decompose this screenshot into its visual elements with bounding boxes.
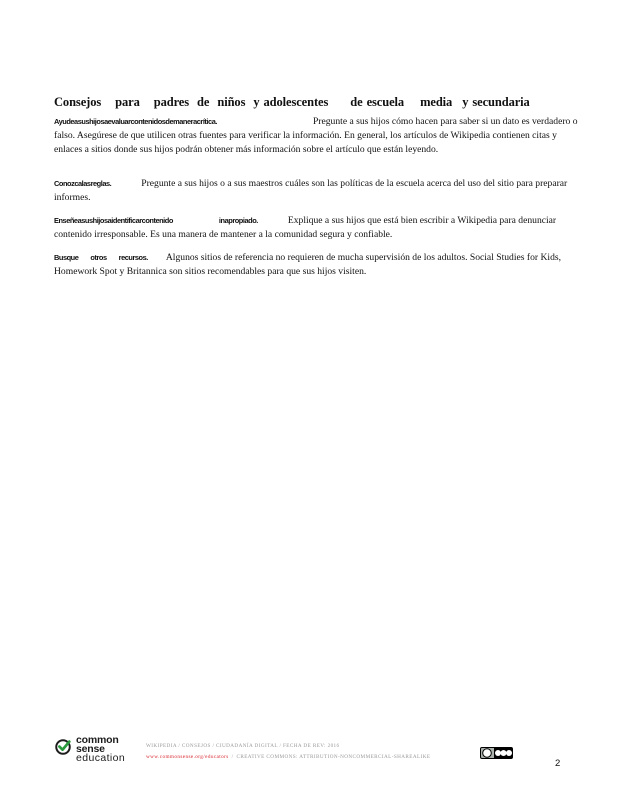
common-sense-logo xyxy=(54,736,128,766)
checkmark-circle-icon xyxy=(54,738,72,756)
tip-paragraph xyxy=(54,115,579,158)
tip-lead-continued: recursos. xyxy=(118,253,148,262)
title-word: y xyxy=(253,95,260,109)
tip-paragraph xyxy=(54,177,579,205)
title-word: escuela xyxy=(366,95,405,109)
tip-lead: Enseñeasushijosaidentificarcontenido xyxy=(54,216,173,225)
title-word: para xyxy=(115,95,140,109)
footer-link[interactable]: www.commonsense.org/educators xyxy=(146,754,229,760)
title-word: padres xyxy=(153,95,190,109)
tip-lead: Ayudeasushijosaevaluarcontenidosdemaneracrítica. xyxy=(54,117,217,126)
footer-meta xyxy=(146,741,430,763)
title-word: media xyxy=(420,95,453,109)
creative-commons-badge-icon xyxy=(480,747,513,759)
title-word: adolescentes xyxy=(263,95,329,109)
tip-text: Explique a sus hijos que está bien escribir a Wikipedia para denunciar contenido irresponsable. Es una manera de mantener a la comunidad segura y confiable. xyxy=(54,215,557,241)
logo-word-sense: sense xyxy=(76,742,105,755)
page-title xyxy=(54,95,574,110)
title-word: niños xyxy=(217,95,246,109)
title-word: de xyxy=(197,95,210,109)
tip-paragraph xyxy=(54,251,579,279)
title-word: Consejos xyxy=(54,95,102,109)
logo-word-common: common xyxy=(76,734,119,746)
tip-text: Algunos sitios de referencia no requieren de mucha supervisión de los adultos. Social Studies for Kids, Homework Spot y Britannica son sitios recomendables para que sus hijos visiten. xyxy=(54,252,561,278)
title-word: de xyxy=(350,95,363,109)
tip-lead: Conozcalasreglas. xyxy=(54,179,112,188)
page-number: 2 xyxy=(555,758,561,769)
logo-word-education: education xyxy=(76,752,126,764)
tip-text: Pregunte a sus hijos cómo hacen para saber si un dato es verdadero o falso. Asegúrese de que utilicen otras fuentes para verificar la información. En general, los artículos de Wikipedia contienen citas y enlaces a sitios donde sus hijos podrán obtener más información sobre el artículo que están leyendo. xyxy=(54,116,578,156)
footer-license: CREATIVE COMMONS: ATTRIBUTION-NONCOMMERCIAL-SHAREALIKE xyxy=(236,754,431,760)
title-word: y xyxy=(462,95,469,109)
footer-meta-line: WIKIPEDIA / CONSEJOS / CIUDADANÍA DIGITAL / FECHA DE REV: 2016 xyxy=(146,743,340,749)
tip-lead-continued: inapropiado. xyxy=(218,216,258,225)
tip-text: Pregunte a sus hijos o a sus maestros cuáles son las políticas de la escuela acerca del uso del sitio para preparar informes. xyxy=(54,178,568,204)
tip-paragraph xyxy=(54,214,579,242)
tip-lead: Busque xyxy=(54,253,79,262)
footer-separator: / xyxy=(231,754,234,760)
tip-lead-continued: otros xyxy=(90,253,107,262)
title-word: secundaria xyxy=(472,95,530,109)
